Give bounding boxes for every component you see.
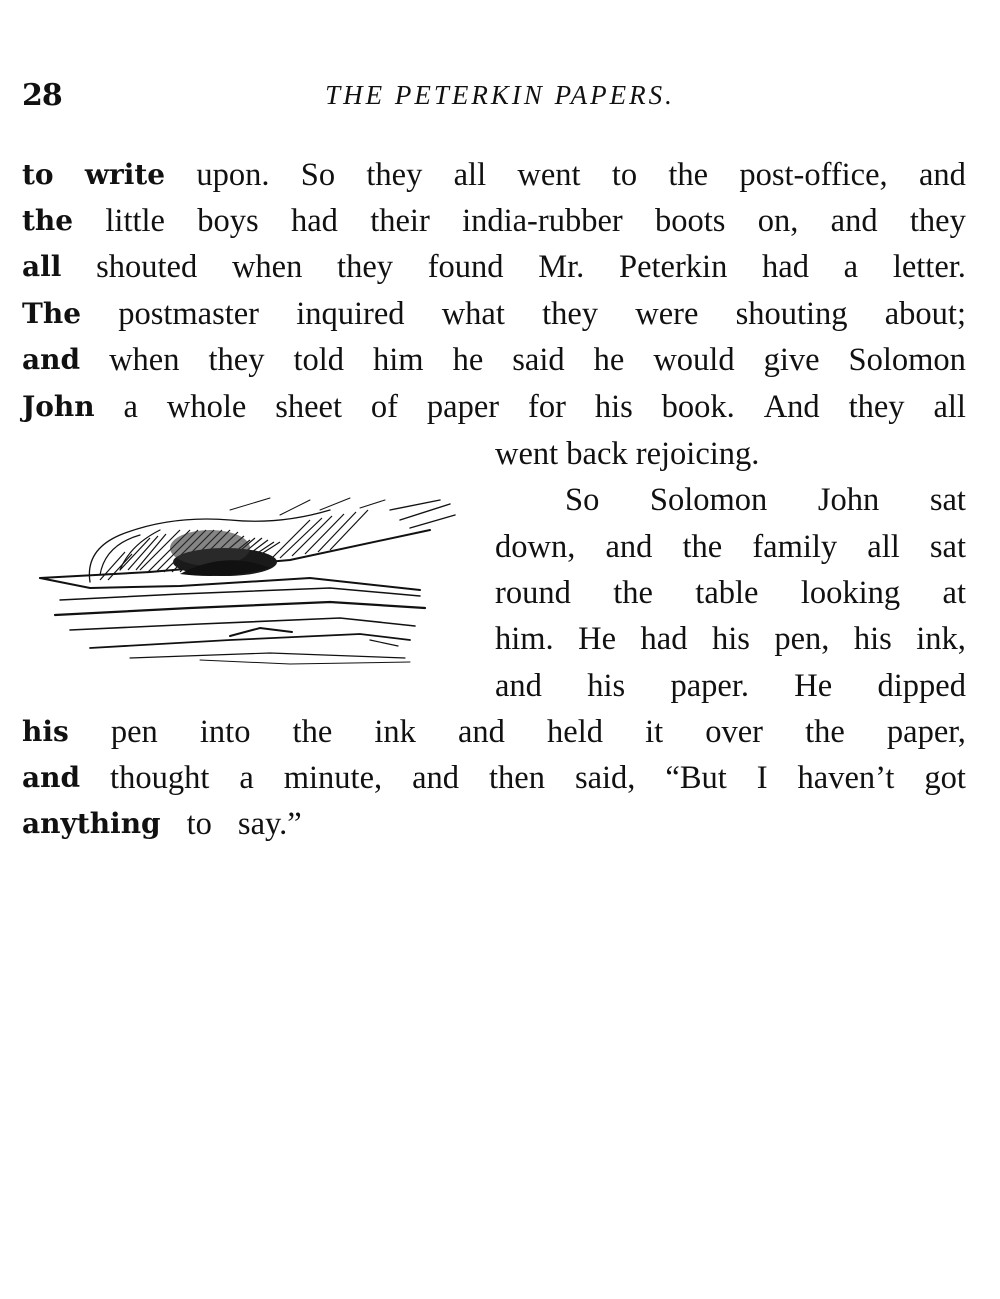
text-line xyxy=(22,155,966,195)
paper-and-pen-illustration xyxy=(30,490,460,690)
word: Solomon xyxy=(649,482,768,518)
text-line xyxy=(495,619,966,659)
word: found xyxy=(427,249,504,285)
word: his xyxy=(594,389,633,425)
word: his xyxy=(587,668,626,704)
text-line xyxy=(495,666,966,706)
text-line xyxy=(22,758,966,798)
text-line xyxy=(22,387,966,427)
word: of xyxy=(370,389,398,425)
word: they xyxy=(542,296,599,332)
word: a xyxy=(843,249,859,285)
word: looking xyxy=(800,575,901,611)
word: boys xyxy=(197,203,259,239)
word: at xyxy=(942,575,966,611)
word: about; xyxy=(884,296,966,332)
word: pen, xyxy=(774,621,830,657)
word: and xyxy=(22,761,81,794)
word: the xyxy=(805,714,845,750)
word: whole xyxy=(166,389,247,425)
word: “But xyxy=(665,760,727,796)
word: to xyxy=(186,806,212,842)
word: were xyxy=(635,296,699,332)
word: The xyxy=(22,297,82,330)
word: I xyxy=(756,760,768,796)
word: and xyxy=(22,343,81,376)
word: they xyxy=(848,389,905,425)
word: the xyxy=(22,204,74,237)
word: the xyxy=(292,714,333,750)
word: said xyxy=(512,342,565,378)
word: Mr. xyxy=(538,249,585,285)
text-line xyxy=(22,712,966,752)
word: little xyxy=(105,203,165,239)
word: John xyxy=(22,390,95,423)
word: him. xyxy=(495,621,554,657)
word: had xyxy=(762,249,809,285)
word: held xyxy=(547,714,603,750)
word: they xyxy=(366,157,423,193)
word: his xyxy=(22,715,69,748)
word: down, xyxy=(495,529,576,565)
text-line xyxy=(22,247,966,287)
word: all xyxy=(22,250,62,283)
word: dipped xyxy=(877,668,966,704)
word: paper. xyxy=(670,668,749,704)
word: they xyxy=(909,203,966,239)
word: for xyxy=(528,389,566,425)
word: thought xyxy=(110,760,210,796)
word: told xyxy=(293,342,345,378)
word: and xyxy=(605,529,653,565)
word: sat xyxy=(929,529,966,565)
word: when xyxy=(231,249,303,285)
word: him xyxy=(373,342,424,378)
word: and xyxy=(830,203,878,239)
word: sheet xyxy=(275,389,343,425)
word: the xyxy=(668,157,709,193)
text-line xyxy=(495,527,966,567)
word: say.” xyxy=(237,806,302,842)
word: got xyxy=(924,760,966,796)
word: postmaster xyxy=(118,296,260,332)
word: then xyxy=(489,760,545,796)
word: So xyxy=(300,157,336,193)
word: round xyxy=(495,575,571,611)
word: give xyxy=(763,342,820,378)
word: their xyxy=(370,203,430,239)
word: ink xyxy=(374,714,416,750)
word: inquired xyxy=(296,296,405,332)
word: on, xyxy=(757,203,799,239)
word: had xyxy=(290,203,338,239)
word: and xyxy=(457,714,505,750)
word: his xyxy=(711,621,750,657)
word: sat xyxy=(929,482,966,518)
word: paper xyxy=(426,389,500,425)
word: had xyxy=(640,621,688,657)
running-head: THE PETERKIN PAPERS. xyxy=(325,80,675,110)
word: shouted xyxy=(96,249,198,285)
word: all xyxy=(867,529,900,565)
word: and xyxy=(918,157,966,193)
text-line xyxy=(22,804,966,844)
word: india-rubber xyxy=(462,203,623,239)
word: and xyxy=(495,668,542,704)
word: family xyxy=(752,529,838,565)
word: went xyxy=(517,157,581,193)
word: book. xyxy=(661,389,735,425)
word: what xyxy=(441,296,505,332)
word: over xyxy=(705,714,763,750)
word: anything xyxy=(22,807,161,840)
text-line xyxy=(565,480,966,520)
word: his xyxy=(853,621,892,657)
word: when xyxy=(109,342,180,378)
text-line xyxy=(22,340,966,380)
word: into xyxy=(199,714,251,750)
word: pen xyxy=(110,714,158,750)
word: shouting xyxy=(735,296,848,332)
word: the xyxy=(682,529,723,565)
word: all xyxy=(453,157,487,193)
word: all xyxy=(933,389,966,425)
line-text: went back rejoicing. xyxy=(495,436,760,472)
text-line xyxy=(495,434,759,474)
word: he xyxy=(452,342,484,378)
word: Solomon xyxy=(848,342,966,378)
page-number: 28 xyxy=(22,78,62,113)
word: table xyxy=(695,575,759,611)
word: write xyxy=(84,158,166,191)
word: the xyxy=(613,575,653,611)
word: letter. xyxy=(892,249,966,285)
word: John xyxy=(817,482,880,518)
word: a xyxy=(239,760,254,796)
word: would xyxy=(653,342,735,378)
word: boots xyxy=(655,203,726,239)
word: So xyxy=(565,482,600,518)
text-line xyxy=(22,201,966,241)
word: post-office, xyxy=(739,157,888,193)
text-line xyxy=(495,573,966,613)
word: paper, xyxy=(886,714,966,750)
word: upon. xyxy=(196,157,270,193)
word: he xyxy=(593,342,625,378)
text-line xyxy=(22,294,966,334)
word: Peterkin xyxy=(619,249,728,285)
word: haven’t xyxy=(797,760,895,796)
word: a xyxy=(123,389,138,425)
word: to xyxy=(22,158,54,191)
word: and xyxy=(412,760,460,796)
word: And xyxy=(763,389,820,425)
word: He xyxy=(578,621,617,657)
word: to xyxy=(611,157,638,193)
word: He xyxy=(794,668,833,704)
word: minute, xyxy=(283,760,383,796)
word: said, xyxy=(574,760,636,796)
word: they xyxy=(337,249,394,285)
word: it xyxy=(645,714,664,750)
word: they xyxy=(208,342,265,378)
word: ink, xyxy=(916,621,966,657)
